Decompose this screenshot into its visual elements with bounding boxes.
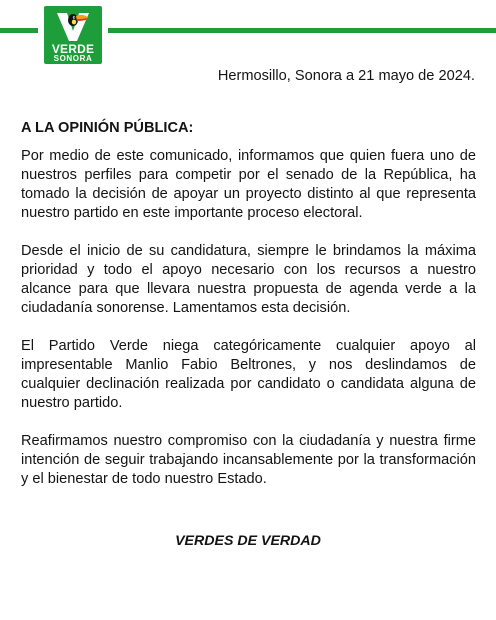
letter-date: Hermosillo, Sonora a 21 mayo de 2024. [217, 68, 475, 84]
letter-body [21, 147, 476, 508]
logo-word-verde: VERDE [51, 42, 95, 56]
letter-heading: A LA OPINIÓN PÚBLICA: [21, 120, 194, 136]
body-paragraph-1: Por medio de este comunicado, informamos que quien fuera uno de nuestros perfiles para competir por el senado de la República, ha tomado la decisión de apoyar un proyecto distinto al que representa nuestro partido en este importante proceso electoral. [21, 148, 476, 221]
header-line-right [108, 28, 496, 33]
body-paragraph-2: Desde el inicio de su candidatura, siempre le brindamos la máxima prioridad y todo el apoyo necesario con los recursos a nuestro alcance para que llevara nuestra propuesta de agenda verde a la ciudadanía sonorense. Lamentamos esta decisión. [21, 243, 476, 316]
logo-word-sonora: SONORA [53, 54, 93, 63]
body-paragraph-3: El Partido Verde niega categóricamente cualquier apoyo al impresentable Manlio Fabio Beltrones, y nos deslindamos de cualquier declinación realizada por candidato o candidata alguna de nuestro partido. [21, 338, 476, 411]
body-paragraph-4: Reafirmamos nuestro compromiso con la ciudadanía y nuestra firme intención de seguir trabajando incansablemente por la transformación y el bienestar de todo nuestro Estado. [21, 433, 476, 487]
header-line-left [0, 28, 38, 33]
letter-closing-slogan: VERDES DE VERDAD [175, 533, 321, 549]
verde-sonora-logo [44, 6, 102, 64]
toucan-v-logo-icon [54, 9, 92, 43]
